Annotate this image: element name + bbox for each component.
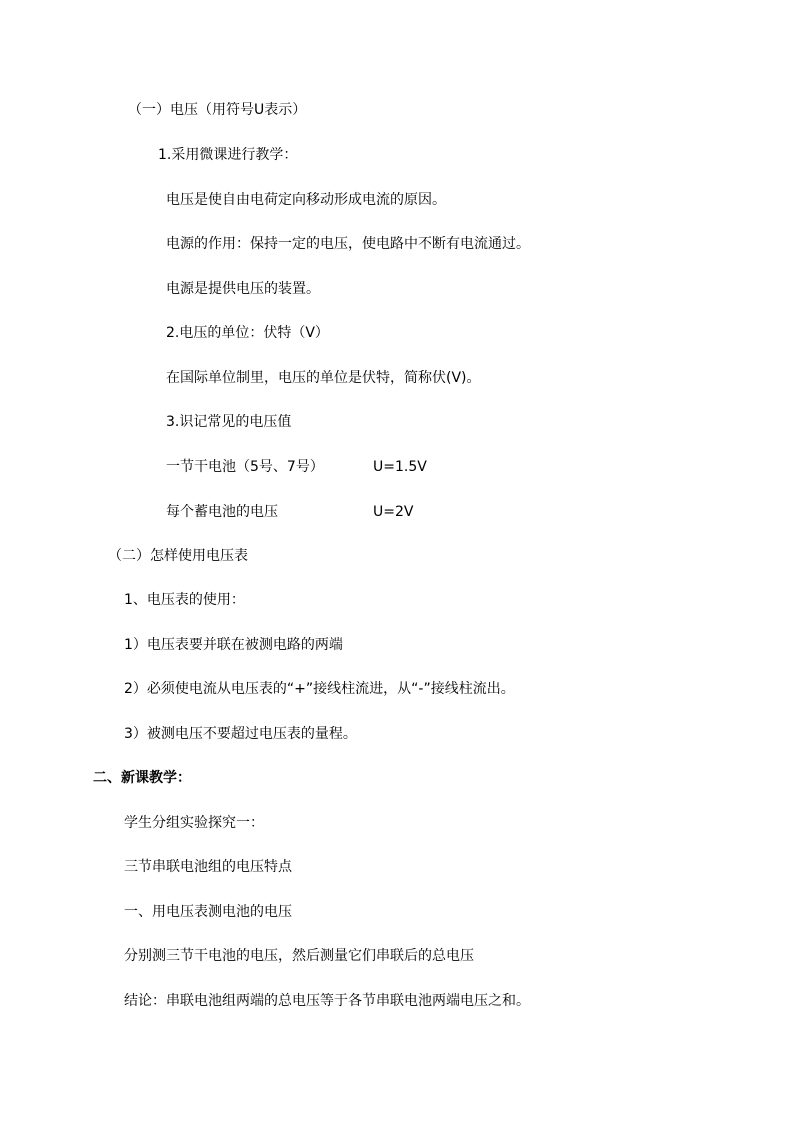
list-item-common-voltages: 3.识记常见的电压值 — [166, 414, 292, 430]
row-storage-battery-value: U=2V — [373, 504, 414, 520]
section-heading-voltmeter-usage: （二）怎样使用电压表 — [108, 548, 248, 564]
paragraph-group-experiment: 学生分组实验探究一： — [124, 815, 264, 831]
list-item-voltmeter-use: 1、电压表的使用： — [124, 592, 245, 608]
section-heading-new-lesson: 二、新课教学： — [93, 770, 191, 786]
paragraph-power-source-role: 电源的作用：保持一定的电压，使电路中不断有电流通过。 — [166, 236, 530, 252]
paragraph-power-source-device: 电源是提供电压的装置。 — [166, 281, 320, 297]
list-item-range-limit: 3）被测电压不要超过电压表的量程。 — [124, 726, 357, 742]
list-item-micro-lesson: 1.采用微课进行教学： — [158, 147, 298, 163]
row-storage-battery-label: 每个蓄电池的电压 — [166, 504, 278, 520]
paragraph-si-unit: 在国际单位制里，电压的单位是伏特，简称伏(V)。 — [166, 370, 481, 386]
paragraph-measure-battery: 一、用电压表测电池的电压 — [124, 904, 292, 920]
list-item-voltage-unit: 2.电压的单位：伏特（V） — [166, 325, 329, 341]
paragraph-voltage-definition: 电压是使自由电荷定向移动形成电流的原因。 — [166, 192, 446, 208]
section-heading-voltage: （一）电压（用符号U表示） — [128, 102, 307, 118]
row-dry-cell-value: U=1.5V — [373, 459, 427, 475]
list-item-parallel-connection: 1）电压表要并联在被测电路的两端 — [124, 637, 343, 653]
paragraph-conclusion: 结论：串联电池组两端的总电压等于各节串联电池两端电压之和。 — [124, 993, 530, 1009]
paragraph-series-battery-feature: 三节串联电池组的电压特点 — [124, 859, 292, 875]
row-dry-cell-label: 一节干电池（5号、7号） — [166, 459, 324, 475]
list-item-current-direction: 2）必须使电流从电压表的“+”接线柱流进，从“-”接线柱流出。 — [124, 681, 515, 697]
paragraph-measure-procedure: 分别测三节干电池的电压，然后测量它们串联后的总电压 — [124, 948, 474, 964]
